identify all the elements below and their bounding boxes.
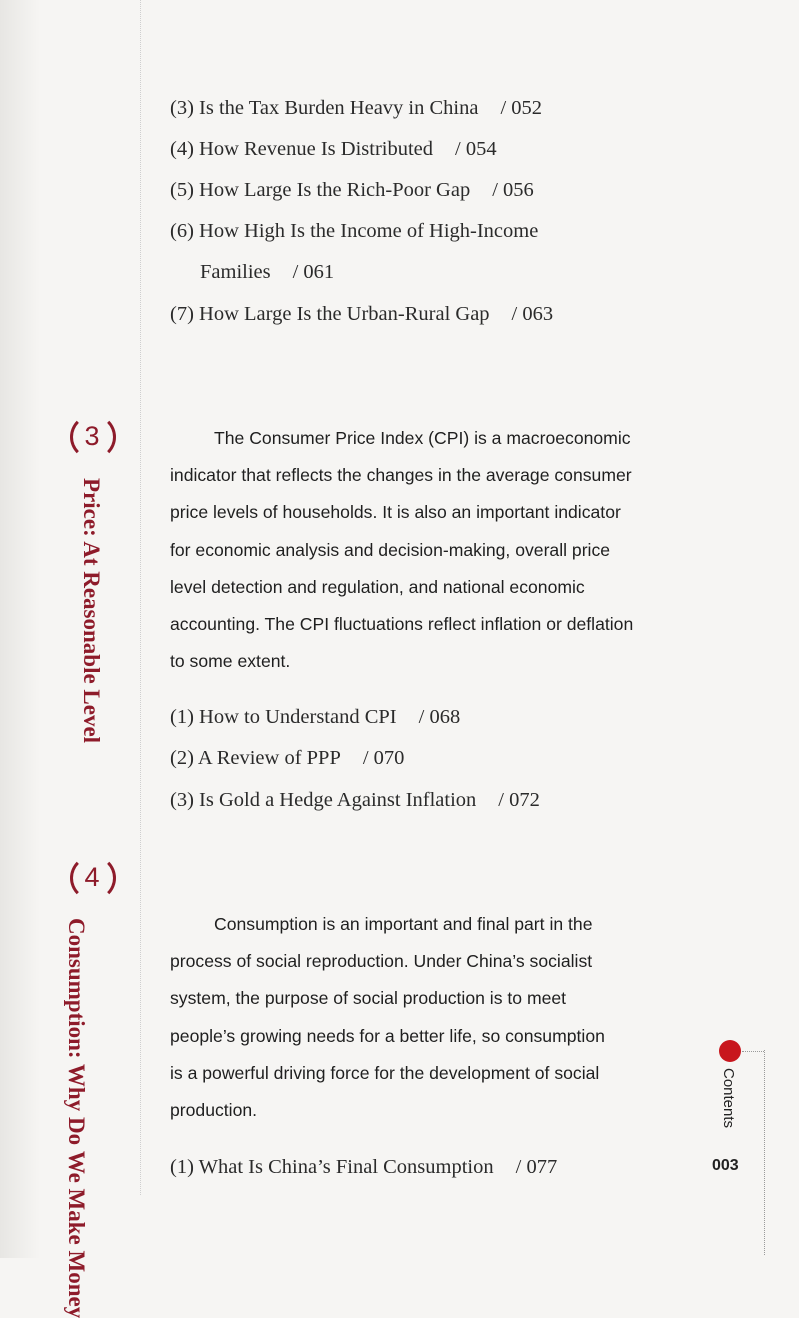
- intro-line: production.: [170, 1100, 258, 1121]
- intro-line: Consumption is an important and final part in the: [214, 914, 593, 934]
- toc-entry-title: (3) Is the Tax Burden Heavy in China: [170, 97, 479, 119]
- toc-entry[interactable]: [170, 220, 538, 243]
- intro-line: indicator that reflects the changes in the average consumer: [170, 465, 632, 486]
- chapter-3-intro: [170, 420, 670, 680]
- toc-entry-page: / 052: [500, 97, 543, 119]
- toc-entry-title: (4) How Revenue Is Distributed: [170, 138, 434, 160]
- toc-entry-title: Families: [200, 261, 271, 283]
- toc-entry[interactable]: [170, 1156, 557, 1179]
- toc-entry-title: (2) A Review of PPP: [170, 747, 341, 769]
- chapter-4-title-line2: We Make Money: [64, 1150, 89, 1318]
- toc-entry-page: / 056: [492, 179, 534, 201]
- intro-line: people’s growing needs for a better life, so consumption: [170, 1025, 605, 1046]
- chapter-3-title: Price: At Reasonable Level: [79, 478, 104, 744]
- toc-entry[interactable]: [170, 97, 542, 120]
- toc-entry-page: / 077: [515, 1156, 558, 1178]
- intro-line: price levels of households. It is also an important indicator: [170, 502, 621, 523]
- toc-entry-title: (1) How to Understand CPI: [170, 706, 397, 728]
- chapter-4-number: 4: [70, 855, 114, 899]
- chapter-4-title-line1: Consumption: Why Do: [64, 918, 89, 1146]
- chapter-3-number: 3: [70, 414, 114, 458]
- toc-entry-title: (7) How Large Is the Urban-Rural Gap: [170, 303, 490, 325]
- toc-entry[interactable]: [170, 747, 404, 770]
- toc-entry-title: (1) What Is China’s Final Consumption: [170, 1156, 494, 1178]
- toc-entry-page: / 054: [455, 138, 497, 160]
- intro-line: to some extent.: [170, 651, 291, 672]
- toc-entry-page: / 061: [292, 261, 335, 283]
- contents-section-label: Contents: [720, 1068, 737, 1129]
- intro-line: system, the purpose of social production is to meet: [170, 988, 567, 1009]
- intro-line: The Consumer Price Index (CPI) is a macroeconomic: [214, 428, 631, 448]
- intro-line: accounting. The CPI fluctuations reflect inflation or deflation: [170, 614, 634, 635]
- contents-marker-dot: [719, 1040, 741, 1062]
- chapter-4-title: [62, 918, 91, 1318]
- toc-entry-title: (5) How Large Is the Rich-Poor Gap: [170, 179, 471, 201]
- toc-entry[interactable]: [170, 179, 534, 202]
- toc-entry[interactable]: [170, 789, 540, 812]
- toc-entry-title: (3) Is Gold a Hedge Against Inflation: [170, 789, 477, 811]
- toc-entry-page: / 068: [418, 706, 461, 728]
- page-spine-shadow: [0, 0, 40, 1258]
- toc-entry[interactable]: [170, 706, 460, 729]
- chapter-4-intro: [170, 906, 670, 1129]
- intro-line: process of social reproduction. Under China’s socialist: [170, 951, 593, 972]
- intro-line: is a powerful driving force for the development of social: [170, 1062, 600, 1083]
- toc-entry[interactable]: [170, 138, 497, 161]
- left-margin-rule: [140, 0, 141, 1195]
- toc-entry-page: / 072: [498, 789, 540, 811]
- toc-entry-continuation[interactable]: [200, 261, 334, 284]
- toc-entry-page: / 063: [511, 303, 554, 325]
- right-margin-rule: [764, 1050, 765, 1255]
- contents-marker-rule: [742, 1051, 764, 1052]
- intro-line: level detection and regulation, and national economic: [170, 576, 585, 597]
- page-number: 003: [712, 1157, 739, 1174]
- intro-line: for economic analysis and decision-making, overall price: [170, 539, 611, 560]
- toc-entry-title: (6) How High Is the Income of High-Income: [170, 220, 539, 242]
- toc-entry[interactable]: [170, 303, 553, 326]
- toc-entry-page: / 070: [362, 747, 405, 769]
